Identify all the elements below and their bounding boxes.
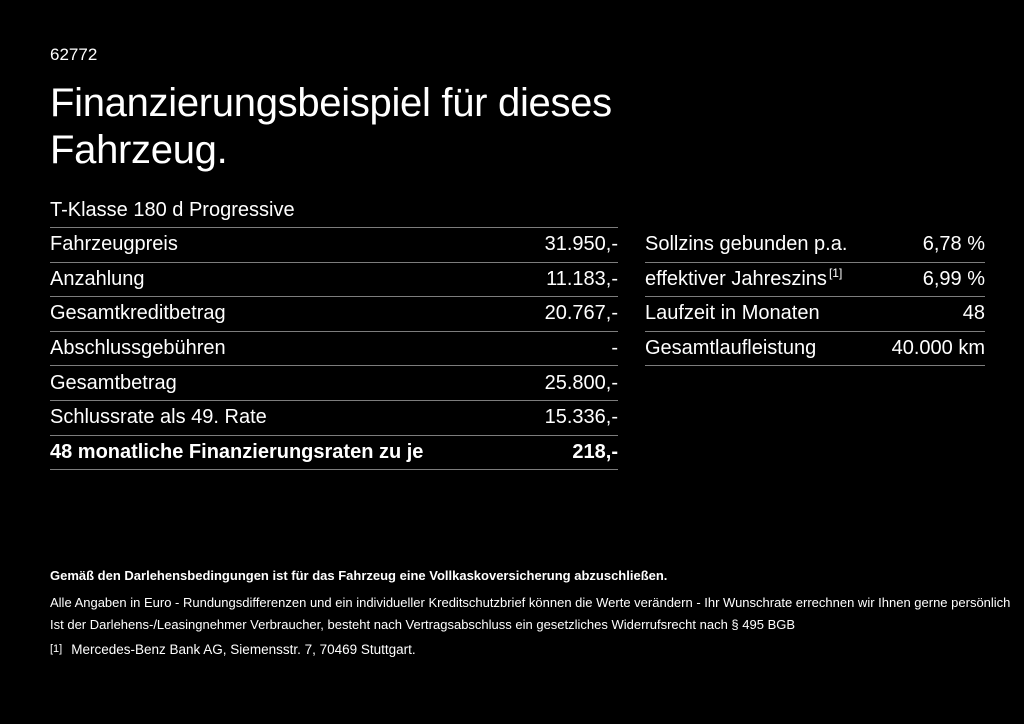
vehicle-model: [50, 194, 618, 228]
row-value: 20.767,-: [544, 302, 618, 325]
row-value: 6,99 %: [922, 267, 985, 290]
row-label: Fahrzeugpreis: [50, 233, 178, 256]
doc-number: 62772: [50, 45, 98, 64]
row-value: -: [611, 337, 618, 360]
note-line-1: Alle Angaben in Euro - Rundungsdifferenzen und ein individueller Kreditschutzbrief können die Werte verändern - Ihr Wunschrate errechnen wir Ihnen gerne persönlich: [50, 595, 1011, 610]
row-value: 25.800,-: [544, 371, 618, 394]
row-value: 218,-: [572, 440, 618, 463]
row-value: 31.950,-: [544, 233, 618, 256]
row-label: Laufzeit in Monaten: [645, 302, 820, 325]
financing-table: [50, 194, 618, 470]
table-row-monthly-rate: [50, 436, 618, 471]
row-label: Gesamtlaufleistung: [645, 337, 817, 360]
row-label: 48 monatliche Finanzierungsraten zu je: [50, 440, 424, 463]
row-label: Sollzins gebunden p.a.: [645, 233, 848, 256]
row-label: Abschlussgebühren: [50, 337, 226, 360]
table-row: [50, 297, 618, 332]
footnote-marker: [1]: [828, 266, 843, 281]
table-row: [50, 263, 618, 298]
row-value: 48: [962, 302, 985, 325]
table-row: [645, 297, 985, 332]
insurance-note: Gemäß den Darlehensbedingungen ist für das Fahrzeug eine Vollkaskoversicherung abzuschließen.: [50, 568, 668, 583]
footnote-marker: [1]: [50, 643, 63, 655]
row-value: 11.183,-: [546, 267, 618, 290]
row-label: effektiver Jahreszins [1]: [645, 266, 843, 290]
financing-tables: [50, 194, 985, 470]
table-row: [645, 332, 985, 367]
footnote-text: Mercedes-Benz Bank AG, Siemensstr. 7, 70469 Stuttgart.: [71, 642, 416, 657]
vehicle-model-label: T-Klasse 180 d Progressive: [50, 199, 295, 221]
note-line-2: Ist der Darlehens-/Leasingnehmer Verbraucher, besteht nach Vertragsabschluss ein gesetzliches Widerrufsrecht nach § 495 BGB: [50, 617, 796, 632]
table-row: [645, 228, 985, 263]
bank-footnote: [50, 639, 985, 662]
conditions-table: [645, 228, 985, 470]
row-value: 15.336,-: [544, 406, 618, 429]
table-row: [645, 263, 985, 298]
row-value: 40.000 km: [891, 337, 985, 360]
row-value: 6,78 %: [922, 233, 985, 256]
table-row: [50, 401, 618, 436]
page-title: Finanzierungsbeispiel für dieses Fahrzeug.: [50, 81, 612, 172]
footer-notes: [50, 568, 1011, 662]
row-label: Anzahlung: [50, 267, 145, 290]
row-label: Gesamtbetrag: [50, 371, 177, 394]
row-label: Gesamtkreditbetrag: [50, 302, 226, 325]
table-row: [50, 366, 618, 401]
row-label: Schlussrate als 49. Rate: [50, 406, 267, 429]
table-row: [50, 228, 618, 263]
table-row: [50, 332, 618, 367]
